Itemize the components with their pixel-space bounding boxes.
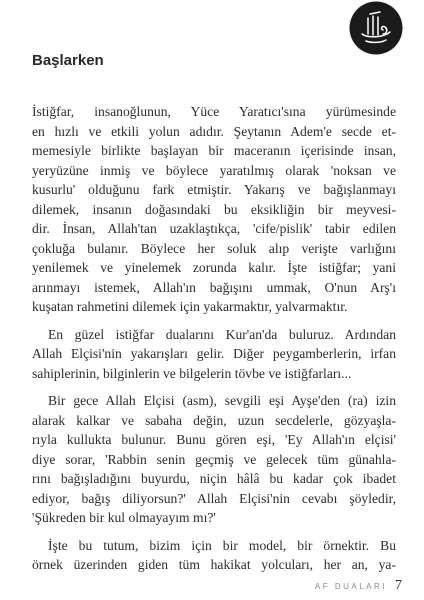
page-footer [315, 578, 402, 594]
text-line: En güzel istiğfar dualarını Kur'an'da buluruz. Ardından [48, 326, 396, 342]
text-line: rını bağışladığını buyurdu, niçin hâlâ bu kadar çok ibadet [32, 471, 396, 486]
text-line: İstiğfar, insanoğlunun, Yüce Yaratıcı'sına yürümesinde [32, 104, 396, 119]
text-line: Allah Elçisi'nin yakarışları gelir. Diğer peygamberlerin, irfan [32, 346, 396, 361]
text-line: rıyla kullukta bulunur. Bunu gören eşi, 'Ey Allah'ın elçisi' [32, 432, 396, 447]
text-line: dilemek, insanın doğasındaki bu eksikliğin bir meyvesi- [32, 201, 396, 217]
page-number: 7 [395, 578, 402, 593]
running-footer-title: AF DUALARI [314, 582, 387, 591]
text-line: yenilemek ve yinelemek zorunda kalır. İşte istiğfar; yani [32, 260, 396, 275]
section-heading: Başlarken [32, 52, 104, 69]
text-line: kuşatan rahmetini dilemek için yakarmaktır, yalvarmaktır. [32, 299, 348, 314]
text-line: sahiplerinin, bilginlerin ve bilgelerin tövbe ve istiğfarları... [32, 365, 352, 381]
text-line: 'Şükreden bir kul olmayayım mı?' [32, 510, 216, 525]
text-line: İşte bu tutum, bizim için bir model, bir örnektir. Bu [48, 537, 396, 553]
paragraph-1 [32, 102, 396, 317]
text-line: arınmayı istemek, Allah'ın bağışını ummak, O'nun Arş'ı [32, 279, 396, 295]
paragraph-3 [32, 391, 396, 528]
text-line: en hızlı ve etkili yolun adıdır. Şeytanın Adem'e secde et- [32, 123, 396, 139]
text-line: alarak kalkar ve sabaha değin, uzun secdelerle, gözyaşla- [32, 412, 396, 428]
text-line: ediyor, bağış diliyorsun?' Allah Elçisi'nin cevabı şöyledir, [32, 490, 396, 506]
text-line: örnek üzerinden giden tüm hakikat yolcuları, her an, ya- [32, 557, 396, 572]
body-text [32, 102, 396, 583]
paragraph-4 [32, 536, 396, 575]
allah-calligraphy-seal-icon [349, 1, 403, 55]
text-line: diye sorar, 'Rabbin senin geçmiş ve gelecek tüm günahla- [32, 451, 396, 467]
text-line: memesiyle birlikte başlayan bir maceranın içerisinde insan, [32, 143, 396, 158]
text-line: Bir gece Allah Elçisi (asm), sevgili eşi Ayşe'den (ra) izin [48, 393, 396, 408]
text-line: yeryüzüne inmiş ve böylece yaratılmış olarak 'noksan ve [32, 162, 396, 178]
text-line: dir. İnsan, Allah'tan uzaklaştıkça, 'cife/pislik' tabir edilen [32, 221, 396, 236]
text-line: kusurlu' olduğunu fark etmiştir. Yakarış ve bağışlanmayı [32, 182, 396, 197]
text-line: çokluğa bulanır. Böylece her soluk alıp verişte varlığını [32, 240, 396, 256]
paragraph-2 [32, 325, 396, 384]
